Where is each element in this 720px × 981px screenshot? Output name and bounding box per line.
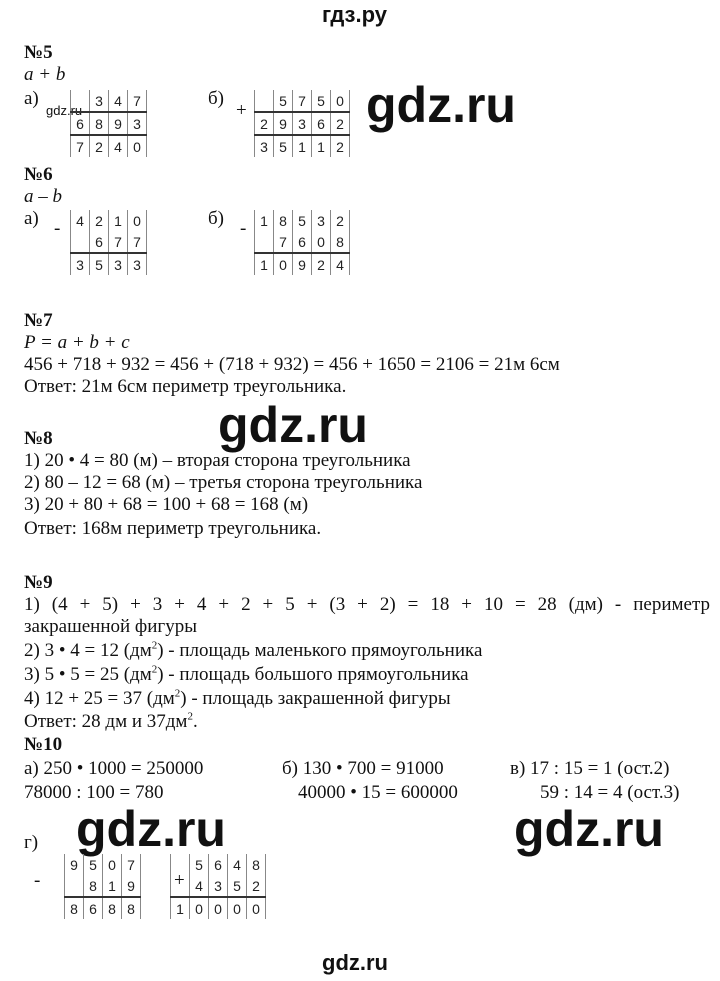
task7-formula: P = a + b + c (24, 332, 130, 353)
task5-b-plus-sign: + (236, 100, 247, 121)
task5-b-label: б) (208, 88, 224, 109)
task7-answer: Ответ: 21м 6см периметр треугольника. (24, 376, 347, 397)
task5-formula: a + b (24, 64, 66, 85)
task10-title: №10 (24, 734, 63, 755)
task10-g1-column-subtraction: 9 5 0 7 8 1 9 8 6 8 8 (64, 854, 141, 919)
watermark-big: gdz.ru (366, 77, 516, 133)
task5-b-column-addition: 5 7 5 0 2 9 3 6 2 3 5 1 1 2 (254, 90, 350, 157)
task6-formula: a – b (24, 186, 62, 207)
task6-a-minus-sign: - (54, 218, 61, 239)
task9-step-1: 1) (4 + 5) + 3 + 4 + 2 + 5 + (3 + 2) = 18 + 10 = 28 (дм) - периметр (24, 594, 710, 615)
task8-step-2: 2) 80 – 12 = 68 (м) – третья сторона треугольника (24, 472, 423, 493)
watermark-small: gdz.ru (46, 103, 83, 118)
task10-b-2: 40000 • 15 = 600000 (298, 782, 458, 803)
task8-title: №8 (24, 428, 53, 449)
task9-step-3: 3) 5 • 5 = 25 $(дм^2)$ - площадь большого прямоугольника (24, 663, 469, 685)
task9-step-4: 4) 12 + 25 = 37 $(дм^2)$ - площадь закрашенной фигуры (24, 687, 451, 709)
task6-title: №6 (24, 164, 53, 185)
task9-title: №9 (24, 572, 53, 593)
watermark-big: gdz.ru (218, 397, 368, 453)
task10-b-1: б) 130 • 700 = 91000 (282, 758, 444, 779)
task10-a-2: 78000 : 100 = 780 (24, 782, 164, 803)
task10-g2-plus-sign: + (174, 870, 185, 891)
task9-step-2: 2) 3 • 4 = 12 $(дм^2)$ - площадь маленького прямоугольника (24, 639, 483, 661)
task5-title: №5 (24, 42, 53, 63)
task7-calculation: 456 + 718 + 932 = 456 + (718 + 932) = 456 + 1650 = 2106 = 21м 6см (24, 354, 560, 375)
site-header: гдз.ру (322, 2, 387, 27)
task9-answer: Ответ: 28 дм и $37дм^2$. (24, 710, 198, 732)
task6-b-label: б) (208, 208, 224, 229)
task6-a-label: а) (24, 208, 39, 229)
task9-step-1-cont: закрашенной фигуры (24, 616, 197, 637)
footer-watermark: gdz.ru (322, 950, 388, 975)
task8-step-3: 3) 20 + 80 + 68 = 100 + 68 = 168 (м) (24, 494, 309, 515)
watermark-big: gdz.ru (76, 801, 226, 857)
task6-b-column-subtraction: 1 8 5 3 2 7 6 0 8 1 0 9 2 4 (254, 210, 350, 275)
task6-b-minus-sign: - (240, 218, 247, 239)
task5-a-label: а) (24, 88, 39, 109)
task10-g2-column-addition: 5 6 4 8 4 3 5 2 1 0 0 0 0 (170, 854, 266, 919)
task5-a-column-addition: 3 4 7 6 8 9 3 7 2 4 0 (70, 90, 147, 157)
watermark-big: gdz.ru (514, 801, 664, 857)
task10-a-1: а) 250 • 1000 = 250000 (24, 758, 204, 779)
task10-g1-minus-sign: - (34, 870, 41, 891)
task8-step-1: 1) 20 • 4 = 80 (м) – вторая сторона треугольника (24, 450, 411, 471)
task8-answer: Ответ: 168м периметр треугольника. (24, 518, 322, 539)
task7-title: №7 (24, 310, 53, 331)
task10-c-2: 59 : 14 = 4 (ост.3) (540, 782, 680, 803)
task6-a-column-subtraction: 4 2 1 0 6 7 7 3 5 3 3 (70, 210, 147, 275)
task10-c-1: в) 17 : 15 = 1 (ост.2) (510, 758, 670, 779)
task10-g-label: г) (24, 832, 39, 853)
